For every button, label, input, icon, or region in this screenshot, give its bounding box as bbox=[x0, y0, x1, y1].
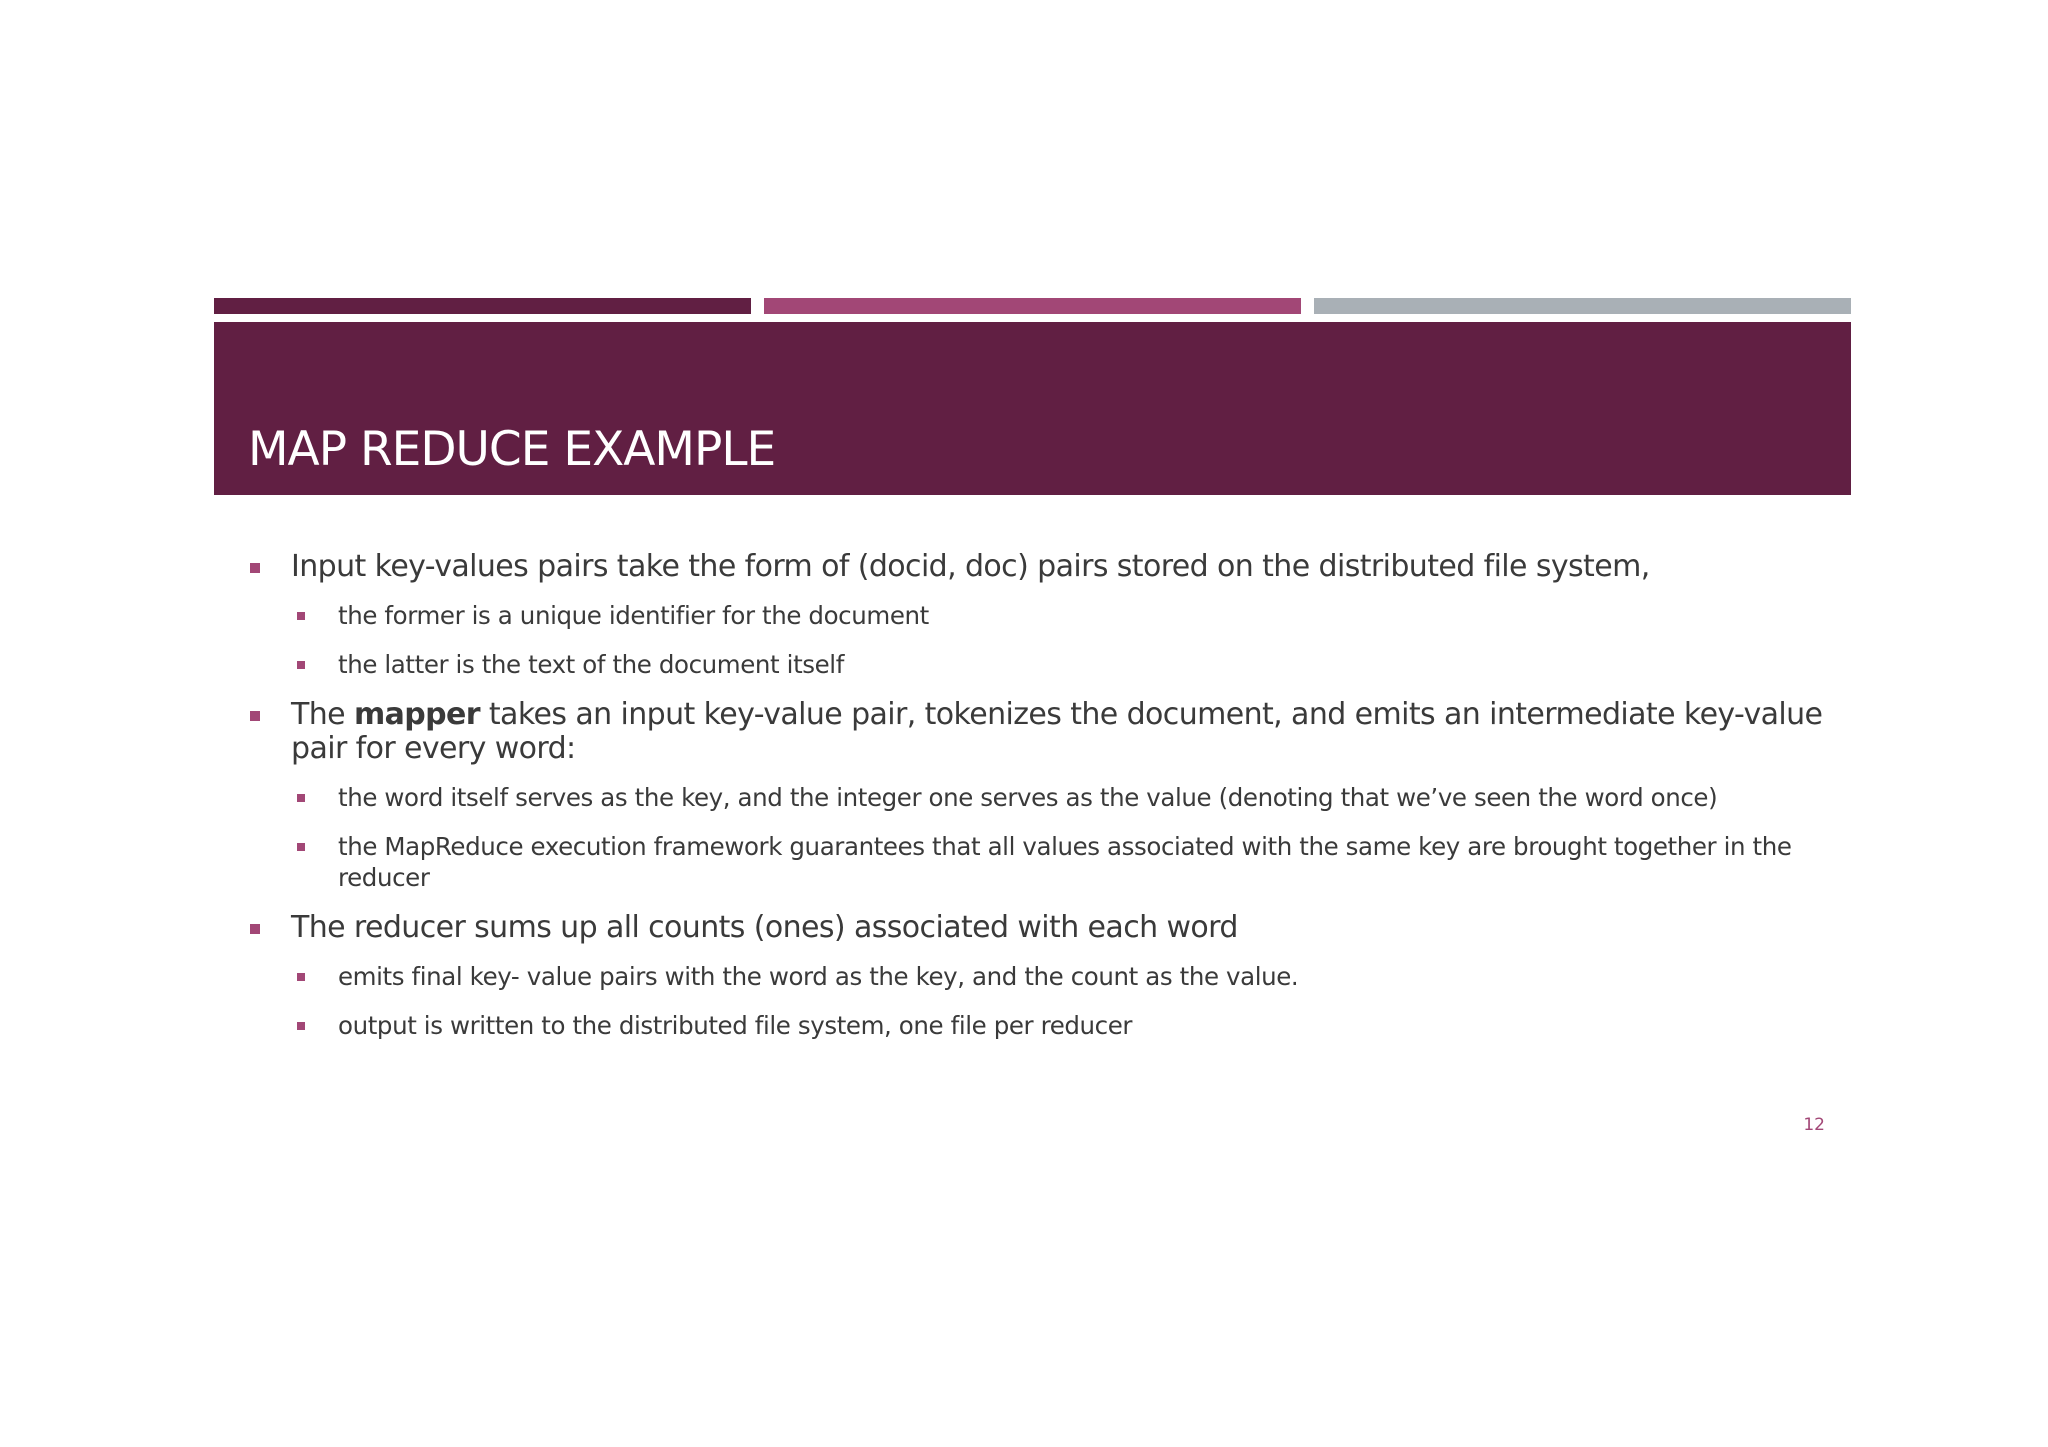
square-bullet-icon bbox=[250, 924, 260, 934]
sub-bullet-former bbox=[246, 600, 1826, 631]
bullet-text-bold-mapper: mapper bbox=[353, 697, 480, 732]
sub-bullet-text: emits final key- value pairs with the word as the key, and the count as the value. bbox=[338, 962, 1299, 991]
accent-bar-gray bbox=[1314, 298, 1851, 314]
title-band bbox=[214, 322, 1851, 495]
square-bullet-icon bbox=[297, 843, 305, 851]
accent-bar-plum bbox=[214, 298, 751, 314]
sub-bullet-emits bbox=[246, 961, 1826, 992]
square-bullet-icon bbox=[297, 661, 305, 669]
slide-title: MAP REDUCE EXAMPLE bbox=[248, 422, 776, 477]
bullet-input-pairs bbox=[246, 550, 1826, 584]
square-bullet-icon bbox=[297, 794, 305, 802]
square-bullet-icon bbox=[250, 563, 260, 573]
bullet-text: The reducer sums up all counts (ones) associated with each word bbox=[291, 910, 1238, 945]
square-bullet-icon bbox=[250, 711, 260, 721]
sub-bullet-framework bbox=[246, 831, 1826, 893]
square-bullet-icon bbox=[297, 612, 305, 620]
sub-bullet-latter bbox=[246, 649, 1826, 680]
bullet-reducer bbox=[246, 911, 1826, 945]
accent-bar-magenta bbox=[764, 298, 1301, 314]
bullet-text-suffix: takes an input key-value pair, tokenizes the document, and emits an intermediate key-value pair for every word: bbox=[291, 697, 1823, 766]
square-bullet-icon bbox=[297, 1022, 305, 1030]
page-number: 12 bbox=[1803, 1115, 1825, 1135]
sub-bullet-text: the latter is the text of the document itself bbox=[338, 650, 844, 679]
square-bullet-icon bbox=[297, 973, 305, 981]
bullet-mapper bbox=[246, 698, 1826, 766]
sub-bullet-text: the word itself serves as the key, and the integer one serves as the value (denoting that we’ve seen the word once) bbox=[338, 783, 1718, 812]
sub-bullet-text: the MapReduce execution framework guarantees that all values associated with the same key are brought together in the reducer bbox=[338, 832, 1792, 892]
sub-bullet-output bbox=[246, 1010, 1826, 1041]
bullet-text-prefix: The bbox=[291, 697, 354, 732]
sub-bullet-word-key bbox=[246, 782, 1826, 813]
slide-body bbox=[246, 550, 1826, 1059]
sub-bullet-text: the former is a unique identifier for the document bbox=[338, 601, 929, 630]
sub-bullet-text: output is written to the distributed file system, one file per reducer bbox=[338, 1011, 1133, 1040]
bullet-text: Input key-values pairs take the form of (docid, doc) pairs stored on the distributed file system, bbox=[291, 549, 1650, 584]
